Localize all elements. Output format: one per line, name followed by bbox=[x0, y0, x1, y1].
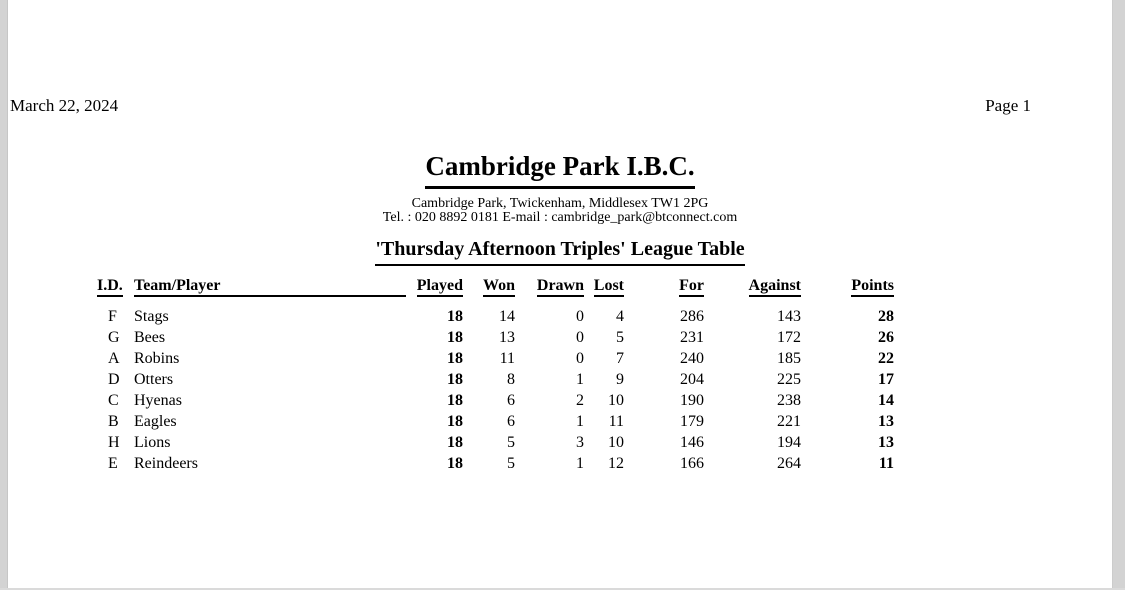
page-number: Page 1 bbox=[985, 96, 1031, 115]
cell-for: 286 bbox=[680, 308, 704, 325]
cell-drawn: 3 bbox=[576, 434, 584, 451]
column-header-lost: Lost bbox=[584, 277, 624, 297]
cell-drawn: 2 bbox=[576, 392, 584, 409]
cell-played: 18 bbox=[447, 350, 463, 367]
cell-won: 14 bbox=[499, 308, 515, 325]
cell-played: 18 bbox=[447, 455, 463, 472]
cell-team: Bees bbox=[134, 329, 166, 346]
cell-team: Otters bbox=[134, 371, 174, 388]
cell-id: D bbox=[108, 371, 120, 388]
cell-won: 13 bbox=[499, 329, 515, 346]
cell-id: H bbox=[108, 434, 120, 451]
cell-id: E bbox=[108, 455, 118, 472]
cell-points: 22 bbox=[878, 350, 894, 367]
cell-won: 5 bbox=[507, 434, 515, 451]
cell-team: Stags bbox=[134, 308, 169, 325]
table-row bbox=[97, 453, 894, 474]
column-header-points: Points bbox=[801, 277, 894, 297]
cell-id: B bbox=[108, 413, 119, 430]
cell-lost: 4 bbox=[616, 308, 624, 325]
cell-against: 221 bbox=[777, 413, 801, 430]
cell-drawn: 0 bbox=[576, 350, 584, 367]
column-header-drawn: Drawn bbox=[515, 277, 584, 297]
cell-points: 28 bbox=[878, 308, 894, 325]
cell-id: G bbox=[108, 329, 120, 346]
cell-played: 18 bbox=[447, 371, 463, 388]
cell-won: 5 bbox=[507, 455, 515, 472]
document-date: March 22, 2024 bbox=[10, 96, 119, 115]
league-table-title bbox=[8, 235, 1112, 266]
table-row bbox=[97, 327, 894, 348]
cell-for: 166 bbox=[680, 455, 704, 472]
cell-played: 18 bbox=[447, 413, 463, 430]
cell-played: 18 bbox=[447, 434, 463, 451]
table-body bbox=[97, 306, 894, 474]
cell-won: 8 bbox=[507, 371, 515, 388]
cell-lost: 9 bbox=[616, 371, 624, 388]
cell-points: 11 bbox=[878, 455, 894, 472]
cell-id: A bbox=[108, 350, 120, 367]
cell-points: 14 bbox=[878, 392, 894, 409]
table-row bbox=[97, 348, 894, 369]
cell-lost: 11 bbox=[608, 413, 624, 430]
cell-drawn: 1 bbox=[576, 455, 584, 472]
cell-points: 13 bbox=[878, 413, 894, 430]
cell-against: 185 bbox=[777, 350, 801, 367]
column-header-id: I.D. bbox=[97, 277, 134, 297]
club-address-block bbox=[8, 197, 1112, 225]
cell-lost: 10 bbox=[608, 434, 624, 451]
cell-won: 11 bbox=[499, 350, 515, 367]
cell-points: 17 bbox=[878, 371, 894, 388]
cell-won: 6 bbox=[507, 413, 515, 430]
cell-for: 240 bbox=[680, 350, 704, 367]
cell-lost: 5 bbox=[616, 329, 624, 346]
cell-lost: 12 bbox=[608, 455, 624, 472]
page-meta-row bbox=[10, 95, 1031, 117]
cell-team: Reindeers bbox=[134, 455, 198, 472]
cell-drawn: 1 bbox=[576, 371, 584, 388]
cell-for: 146 bbox=[680, 434, 704, 451]
cell-for: 231 bbox=[680, 329, 704, 346]
cell-points: 26 bbox=[878, 329, 894, 346]
cell-played: 18 bbox=[447, 308, 463, 325]
cell-won: 6 bbox=[507, 392, 515, 409]
cell-drawn: 0 bbox=[576, 329, 584, 346]
club-contact-line: Tel. : 020 8892 0181 E-mail : cambridge_park@btconnect.com bbox=[382, 210, 738, 225]
table-row bbox=[97, 432, 894, 453]
column-header-played: Played bbox=[406, 277, 463, 297]
cell-drawn: 1 bbox=[576, 413, 584, 430]
cell-team: Hyenas bbox=[134, 392, 182, 409]
cell-against: 264 bbox=[777, 455, 801, 472]
cell-against: 194 bbox=[777, 434, 801, 451]
cell-team: Eagles bbox=[134, 413, 177, 430]
table-row bbox=[97, 390, 894, 411]
table-row bbox=[97, 411, 894, 432]
cell-for: 204 bbox=[680, 371, 704, 388]
column-header-team: Team/Player bbox=[134, 277, 406, 297]
column-header-against: Against bbox=[704, 277, 801, 297]
cell-points: 13 bbox=[878, 434, 894, 451]
cell-id: C bbox=[108, 392, 119, 409]
cell-for: 190 bbox=[680, 392, 704, 409]
cell-against: 172 bbox=[777, 329, 801, 346]
cell-lost: 10 bbox=[608, 392, 624, 409]
cell-lost: 7 bbox=[616, 350, 624, 367]
cell-id: F bbox=[108, 308, 117, 325]
club-title-text: Cambridge Park I.B.C. bbox=[425, 148, 694, 189]
cell-against: 143 bbox=[777, 308, 801, 325]
column-header-for: For bbox=[624, 277, 704, 297]
club-title bbox=[8, 148, 1112, 189]
cell-team: Lions bbox=[134, 434, 171, 451]
table-row bbox=[97, 369, 894, 390]
cell-played: 18 bbox=[447, 329, 463, 346]
league-table bbox=[97, 277, 894, 474]
cell-for: 179 bbox=[680, 413, 704, 430]
column-header-won: Won bbox=[463, 277, 515, 297]
cell-against: 238 bbox=[777, 392, 801, 409]
club-address-line: Cambridge Park, Twickenham, Middlesex TW1 2PG bbox=[411, 196, 709, 211]
cell-team: Robins bbox=[134, 350, 180, 367]
league-table-title-text: 'Thursday Afternoon Triples' League Table bbox=[375, 235, 744, 266]
document-page bbox=[7, 0, 1113, 590]
cell-drawn: 0 bbox=[576, 308, 584, 325]
cell-played: 18 bbox=[447, 392, 463, 409]
cell-against: 225 bbox=[777, 371, 801, 388]
table-header-row bbox=[97, 277, 894, 297]
table-row bbox=[97, 306, 894, 327]
